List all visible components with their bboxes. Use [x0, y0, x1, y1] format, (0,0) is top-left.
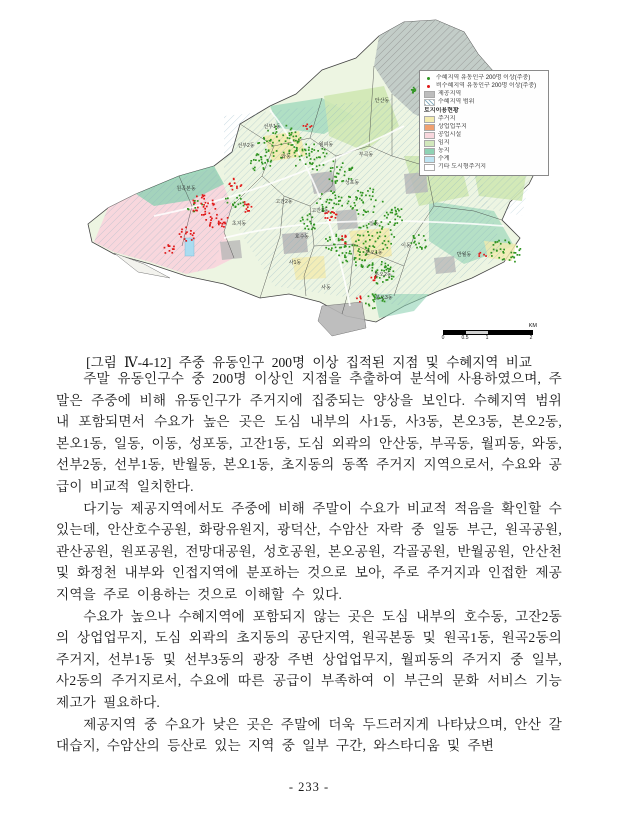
legend-swatch — [424, 156, 435, 163]
legend-item — [424, 123, 544, 131]
district-label: 본오2동 — [374, 272, 392, 278]
figure-caption: [그림 Ⅳ-4-12] 주중 유동인구 200명 이상 집적된 지점 및 수혜지역 비교 — [86, 355, 532, 370]
legend-label: 수혜지역 범위 — [438, 99, 475, 105]
district-label: 선부1동 — [263, 124, 281, 130]
legend-swatch — [424, 91, 435, 98]
legend-label: 농지 — [438, 148, 450, 154]
district-label: 성포동 — [344, 180, 360, 186]
district-label: 월피동 — [318, 142, 334, 148]
legend-swatch — [424, 148, 435, 155]
scalebar-ticks — [443, 335, 531, 341]
legend-label: 수계 — [438, 156, 450, 162]
legend-item — [424, 107, 544, 115]
legend-item — [424, 131, 544, 139]
district-label: 부곡동 — [358, 152, 374, 158]
legend-item — [424, 139, 544, 147]
district-label: 본오1동 — [365, 250, 383, 256]
legend-label: 비수혜지역 유동인구 200명 이상(주중) — [436, 83, 537, 89]
legend-item — [424, 82, 544, 90]
paragraph-3: 수요가 높으나 수혜지역에 포함되지 않는 곳은 도심 내부의 호수동, 고잔2동의 상업업무지, 도심 외곽의 초지동의 공단지역, 원곡본동 및 원곡1동, 원곡2동의 주거지, 선부1동 및 선부3동의 광장 주변 상업업무지, 월피동의 주거지 중 일부, 사2동의 주거지로서, 수요에 따른 공급이 부족하여 이 부근의 문화 서비스 기능 제고가 필요하다. — [56, 608, 562, 710]
legend-swatch — [424, 116, 435, 123]
district-label: 호수동 — [294, 234, 310, 240]
district-label: 본오3동 — [375, 295, 393, 301]
district-label: 이동 — [401, 243, 411, 249]
legend-item — [424, 115, 544, 123]
legend-label: 임지 — [438, 140, 450, 146]
legend-label: 수혜지역 유동인구 200명 이상(주중) — [436, 75, 531, 81]
paragraph-2: 다기능 제공지역에서도 주중에 비해 주말이 수요가 비교적 적음을 확인할 수 있는데, 안산호수공원, 화랑유원지, 광덕산, 수암산 자락 중 일동 부근, 원곡공원, 관산공원, 원포공원, 전망대공원, 성호공원, 본오공원, 각골공원, 반월공원, 안산천 및 화정천 내부와 인접지역에 분포하는 것으로 보아, 주로 주거지과 인접한 제공지역을 주로 이용하는 것으로 이해할 수 있다. — [56, 500, 562, 602]
figure-map — [0, 6, 618, 371]
legend-label: 기타 도시형주거지 — [438, 164, 487, 170]
legend-swatch — [424, 132, 435, 139]
map-canvas — [69, 6, 549, 347]
map-legend — [419, 70, 549, 176]
map-scalebar — [443, 325, 535, 341]
district-label: 반월동 — [456, 252, 472, 258]
legend-swatch — [424, 164, 435, 171]
scalebar-tick: 2 — [529, 335, 533, 341]
district-label: 고잔1동 — [311, 208, 329, 214]
district-label: 안산동 — [374, 98, 390, 104]
legend-swatch — [424, 124, 435, 131]
legend-label: 상업업무지 — [438, 124, 467, 130]
legend-swatch — [427, 77, 430, 80]
body-text — [56, 368, 562, 757]
legend-item — [424, 147, 544, 155]
legend-swatch — [427, 85, 430, 88]
legend-label: 주거지 — [438, 116, 456, 122]
legend-label: 공업시설 — [438, 132, 462, 138]
legend-swatch — [424, 140, 435, 147]
scalebar-unit: KM — [528, 323, 537, 329]
paragraph-4: 제공지역 중 수요가 낮은 곳은 주말에 더욱 두드러지게 나타났으며, 안산 갈대습지, 수암산의 등산로 있는 지역 중 일부 구간, 와스타디움 및 주변 — [56, 716, 562, 754]
district-label: 고잔2동 — [275, 199, 293, 205]
scalebar-tick: 1 — [485, 335, 489, 341]
district-label: 초지동 — [231, 221, 247, 227]
legend-item — [424, 155, 544, 163]
scalebar-tick: 0 — [441, 335, 445, 341]
legend-label: 제공지역 — [438, 91, 462, 97]
paragraph-1: 주말 유동인구수 중 200명 이상인 지점을 추출하여 분석에 사용하였으며, 주말은 주중에 비해 유동인구가 주거지에 집중되는 양상을 보인다. 수혜지역 범위 내 포함되면서 수요가 높은 곳은 도심 내부의 사1동, 사3동, 본오3동, 본오2동, 본오1동, 일동, 이동, 성포동, 고잔1동, 도심 외곽의 안산동, 부곡동, 월피동, 와동, 선부2동, 선부1동, 반월동, 본오1동, 초지동의 동쪽 주거지 지역으로서, 수요와 공급이 비교적 일치한다. — [56, 371, 562, 494]
district-label: 일동 — [369, 221, 379, 227]
scalebar-tick: 0.5 — [461, 335, 469, 341]
district-label: 사1동 — [288, 260, 302, 266]
ansan-map — [74, 6, 544, 347]
district-label: 사동 — [321, 285, 331, 291]
legend-label: 토지이용현황 — [424, 108, 459, 114]
legend-swatch — [424, 99, 435, 106]
district-label: 와동 — [281, 154, 291, 160]
legend-item — [424, 163, 544, 171]
district-label: 원곡본동 — [176, 186, 196, 192]
district-label: 선부2동 — [237, 143, 255, 149]
legend-item — [424, 98, 544, 106]
legend-item — [424, 90, 544, 98]
legend-item — [424, 74, 544, 82]
page-number: - 233 - — [288, 780, 330, 794]
